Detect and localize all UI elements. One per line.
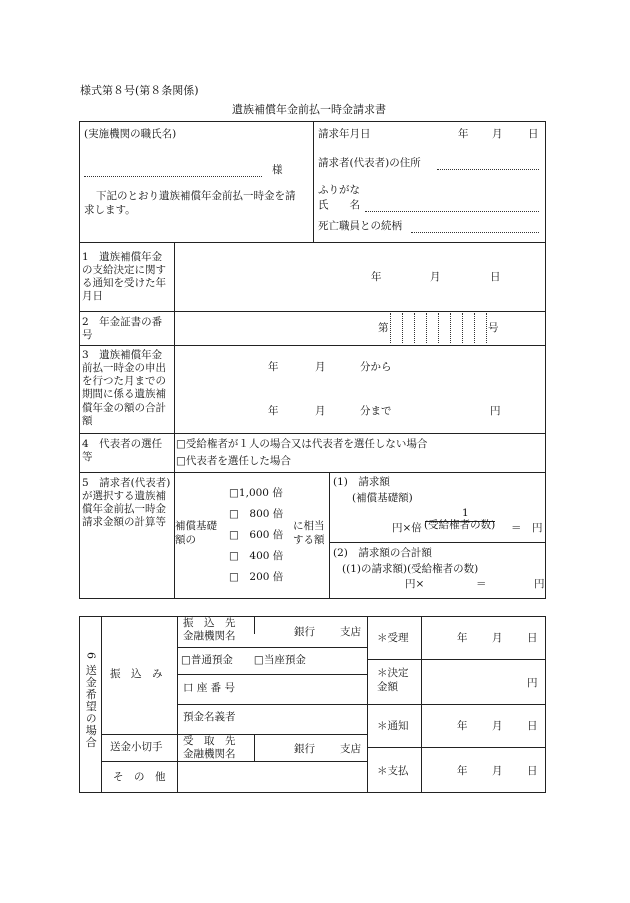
agency-label: (実施機関の職氏名) (84, 128, 177, 140)
decision-amount-yen[interactable]: 円 (527, 677, 538, 689)
furikomi-label: 振 込 み (110, 668, 163, 680)
multiplier-800[interactable]: □ 800 倍 (229, 508, 284, 520)
multiplier-200[interactable]: □ 200 倍 (229, 571, 284, 583)
period-to-year[interactable]: 年 (268, 405, 279, 417)
form-reference: 様式第８号(第８条関係) (80, 84, 199, 97)
check-branch-field[interactable]: 支店 (340, 743, 361, 755)
total-amount-yen[interactable]: 円 (490, 405, 501, 417)
receipt-month[interactable]: 月 (492, 632, 503, 644)
row1-month[interactable]: 月 (430, 271, 441, 283)
base-amount-label: 補償基礎額の (175, 520, 217, 547)
row2-label: 2 年金証書の番号 (82, 316, 163, 342)
multiplier-1000[interactable]: □1,000 倍 (229, 487, 283, 499)
relation-label: 死亡職員との続柄 (318, 220, 402, 232)
calc1-denominator: (受給権者の数) (424, 519, 496, 531)
request-statement: 下記のとおり遺族補償年金前払一時金を請求します。 (84, 190, 296, 216)
row5-label: 5 請求者(代表者)が選択する遺族補償年金前払一時金請求金額の計算等 (82, 477, 171, 529)
sama-suffix: 様 (272, 164, 283, 176)
payment-mark: ＊支払 (377, 765, 409, 777)
calc2-equals: ＝ (476, 578, 487, 590)
representative-option-single[interactable]: □受給権者が１人の場合又は代表者を選任しない場合 (176, 438, 428, 450)
decision-amount-mark: ＊決定 金額 (377, 667, 419, 693)
certificate-number-boxes[interactable] (390, 313, 486, 343)
notice-day[interactable]: 日 (527, 720, 538, 732)
payment-day[interactable]: 日 (527, 765, 538, 777)
row3-label: 3 遺族補償年金前払一時金の申出を行つた月までの期間に係る遺族補償年金の額の合計額 (82, 349, 166, 427)
multiplier-600[interactable]: □ 600 倍 (229, 529, 284, 541)
check-bank-field[interactable]: 銀行 (294, 743, 315, 755)
row4-label: 4 代表者の選任等 (82, 438, 163, 464)
name-field[interactable] (365, 211, 539, 212)
certificate-go: 号 (488, 322, 499, 334)
deposit-type-options[interactable]: □普通預金 □当座預金 (181, 654, 306, 666)
representative-option-appointed[interactable]: □代表者を選任した場合 (176, 455, 291, 467)
account-holder-label: 預金名義者 (183, 711, 236, 723)
row1-day[interactable]: 日 (490, 271, 501, 283)
period-from-month[interactable]: 月 (315, 361, 326, 373)
calc2-expression[interactable]: 円× (405, 578, 425, 590)
check-label: 送金小切手 (110, 741, 163, 753)
remittance-side-label: 6 送金希望の場合 (84, 652, 98, 749)
calc2-subtitle: ((1)の請求額)(受給権者の数) (342, 563, 479, 575)
period-to: 分まで (360, 405, 392, 417)
payment-month[interactable]: 月 (492, 765, 503, 777)
name-label: 氏 名 (318, 199, 360, 211)
calc1-expression[interactable]: 円×倍 (392, 522, 422, 534)
furigana-label: ふりがな (318, 184, 360, 196)
row1-year[interactable]: 年 (371, 271, 382, 283)
request-date-year[interactable]: 年 (458, 128, 469, 140)
bank-name-field[interactable]: 銀行 (294, 626, 315, 638)
receipt-day[interactable]: 日 (527, 632, 538, 644)
multiplier-400[interactable]: □ 400 倍 (229, 550, 284, 562)
address-field[interactable] (437, 169, 539, 170)
period-from: 分から (360, 361, 392, 373)
account-number-label: 口 座 番 号 (183, 682, 236, 694)
calc2-title: (2) 請求額の合計額 (333, 547, 432, 559)
request-date-month[interactable]: 月 (492, 128, 503, 140)
bank-dest-label: 振 込 先 金融機関名 (183, 617, 246, 643)
request-date-day[interactable]: 日 (528, 128, 539, 140)
receipt-year[interactable]: 年 (457, 632, 468, 644)
relation-field[interactable] (411, 232, 539, 233)
branch-name-field[interactable]: 支店 (340, 626, 361, 638)
calc2-result-yen[interactable]: 円 (534, 578, 545, 590)
request-date-label: 請求年月日 (318, 128, 371, 140)
other-label: そ の 他 (113, 771, 166, 783)
calc1-result[interactable]: ＝ 円 (511, 522, 543, 534)
payment-year[interactable]: 年 (457, 765, 468, 777)
notice-year[interactable]: 年 (457, 720, 468, 732)
agency-name-line[interactable] (84, 176, 262, 177)
calc1-subtitle: (補償基礎額) (352, 492, 413, 504)
address-label: 請求者(代表者)の住所 (318, 157, 421, 169)
row1-label: 1 遺族補償年金の支給決定に関する通知を受けた年月日 (82, 251, 166, 303)
period-to-month[interactable]: 月 (315, 405, 326, 417)
notice-mark: ＊通知 (377, 720, 409, 732)
equivalent-amount-label: に相当する額 (293, 520, 325, 547)
receiving-bank-label: 受 取 先 金融機関名 (183, 735, 246, 761)
certificate-dai: 第 (378, 322, 389, 334)
notice-month[interactable]: 月 (492, 720, 503, 732)
period-from-year[interactable]: 年 (268, 361, 279, 373)
form-title: 遺族補償年金前払一時金請求書 (232, 103, 386, 116)
calc1-title: (1) 請求額 (333, 476, 390, 488)
calc1-numerator: 1 (462, 507, 469, 519)
receipt-mark: ＊受理 (377, 632, 409, 644)
